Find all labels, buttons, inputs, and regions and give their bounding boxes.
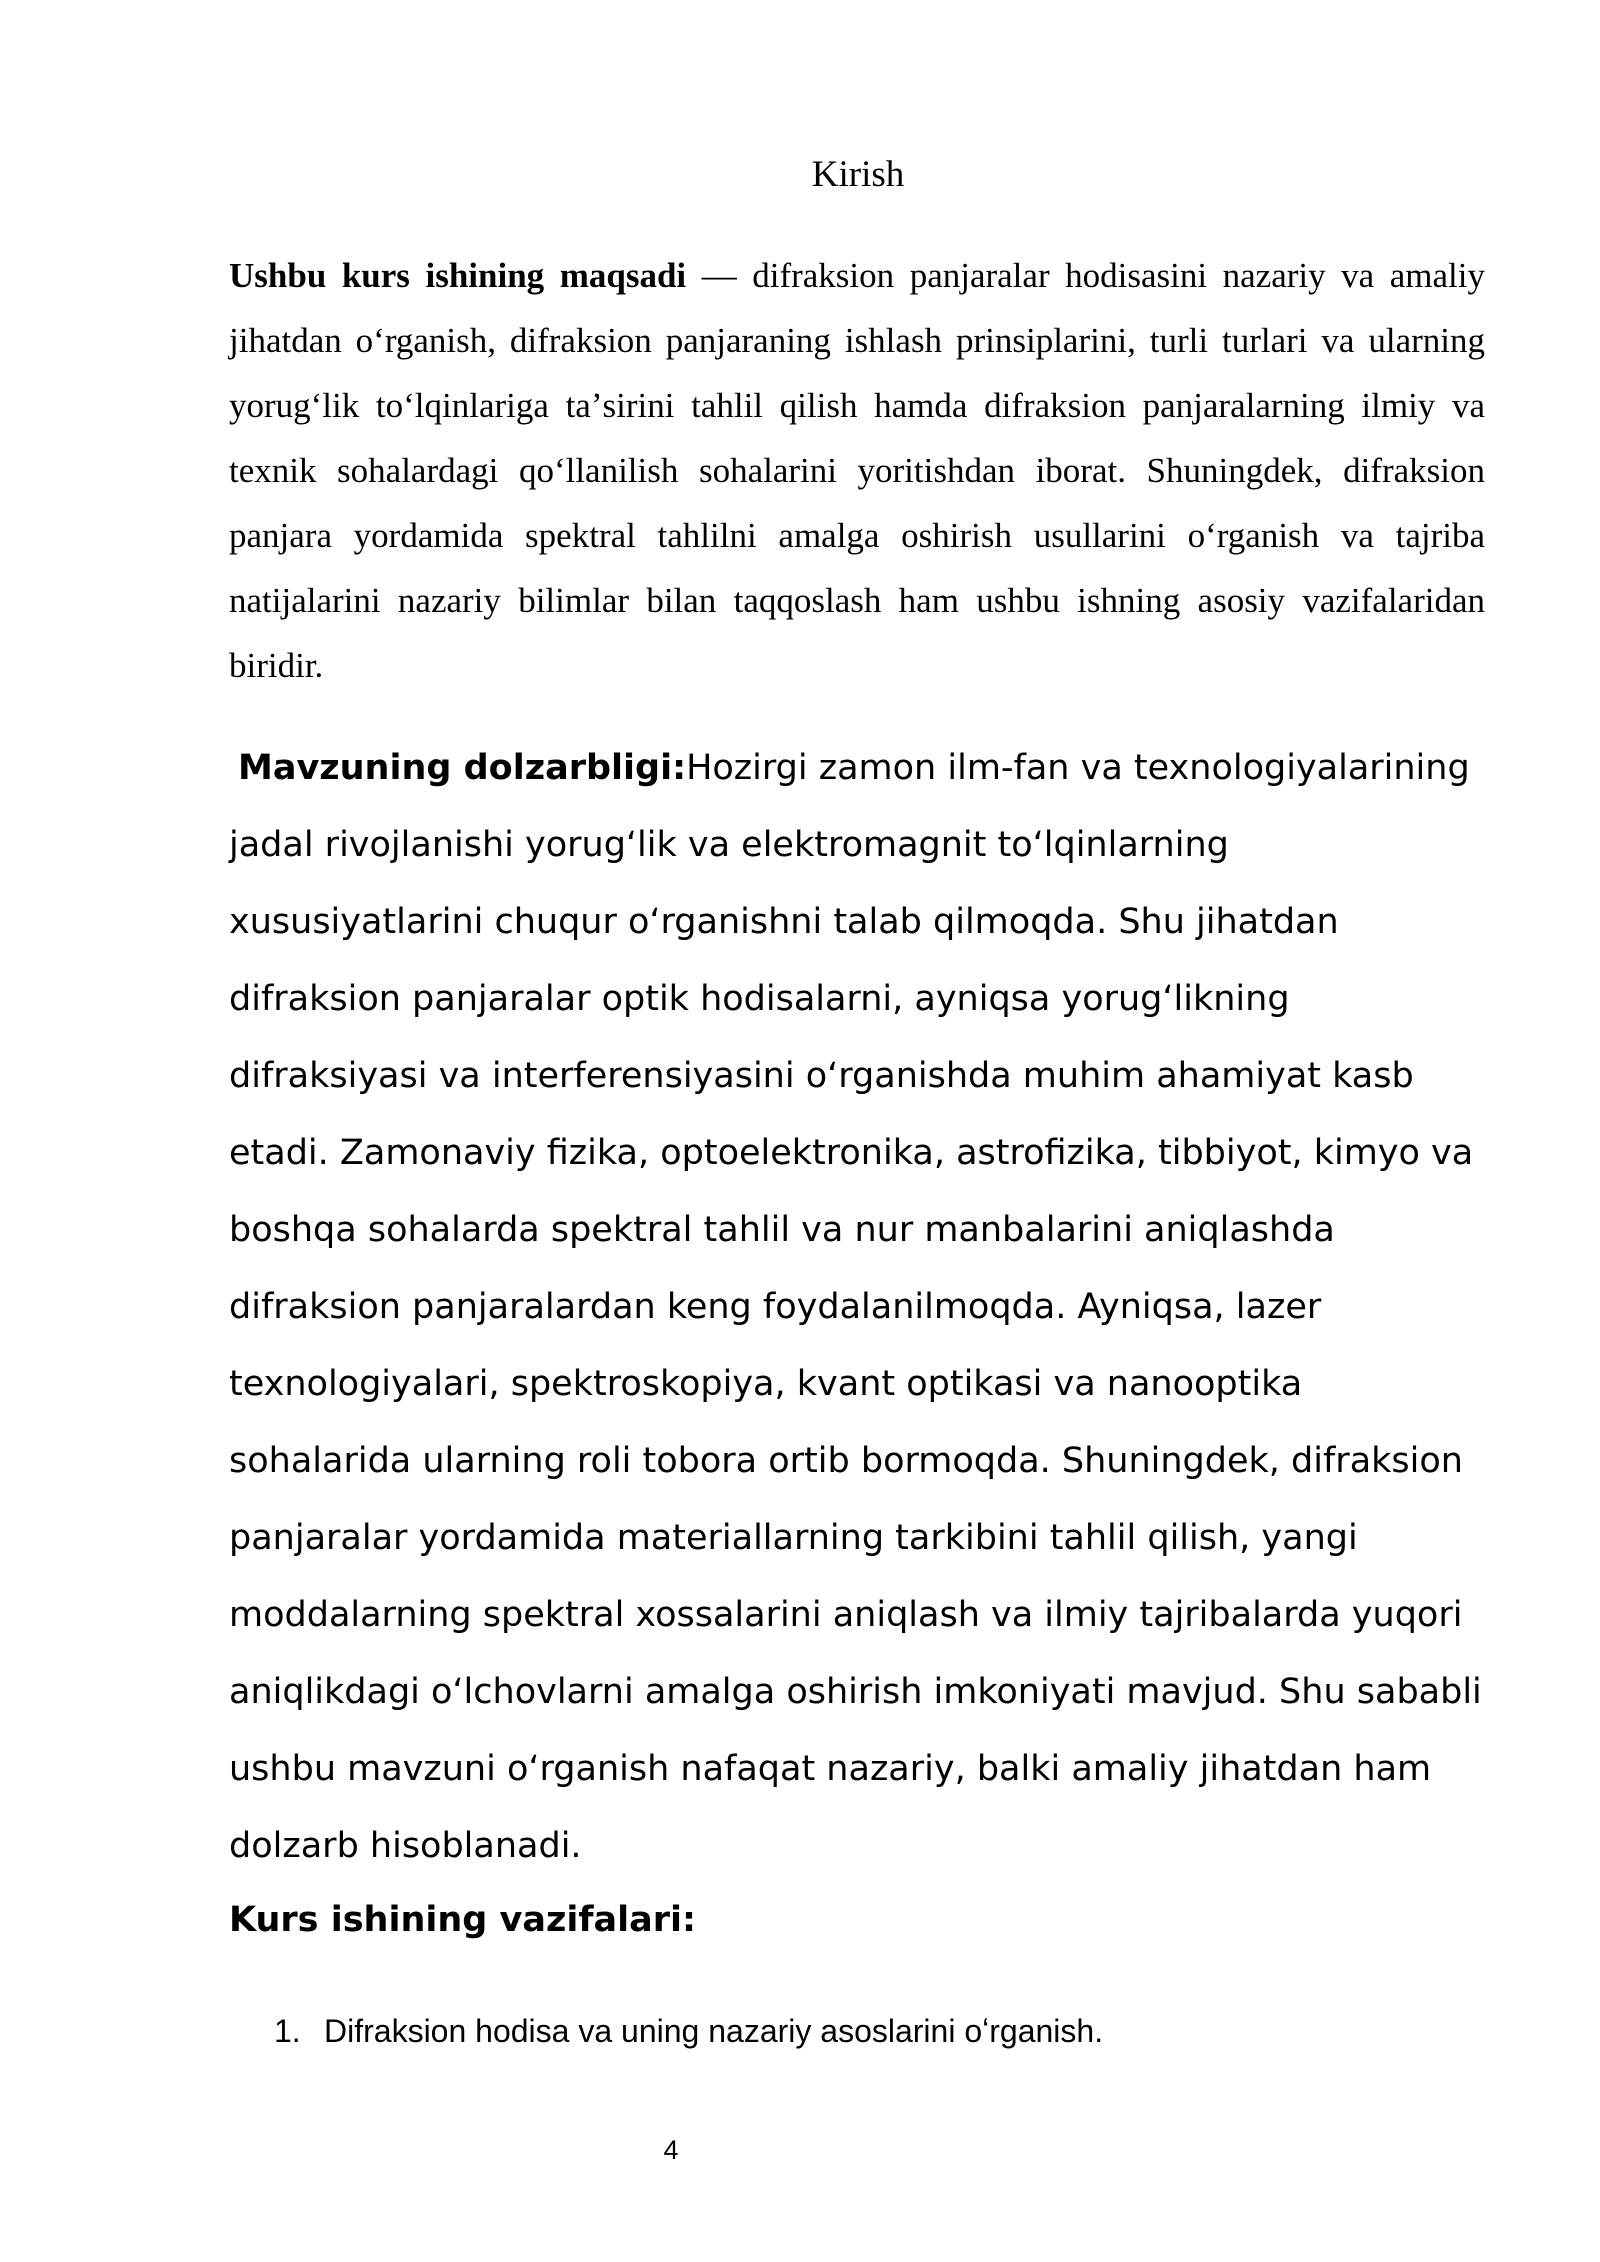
page-number: 4 <box>663 2135 679 2165</box>
page-title: Kirish <box>811 154 905 195</box>
list-item-number: 1. <box>274 2013 301 2049</box>
list-item <box>274 2003 1474 2059</box>
relevance-lead: Mavzuning dolzarbligi: <box>238 748 687 788</box>
list-item-text: Difraksion hodisa va uning nazariy asoslarini oʻrganish. <box>324 2013 1104 2049</box>
task-list <box>274 2003 1474 2059</box>
purpose-lead: Ushbu kurs ishining maqsadi <box>229 256 687 295</box>
relevance-text: Hozirgi zamon ilm-fan va texnologiyalarining jadal rivojlanishi yorugʻlik va elektromagnit toʻlqinlarning xususiyatlarini chuqur oʻrganishni talab qilmoqda. Shu jihatdan difraksion panjaralar optik hodisalarni, ayniqsa yorugʻlikning difraksiyasi va interferensiyasini oʻrganishda muhim ahamiyat kasb etadi. Zamonaviy fizika, optoelektronika, astrofizika, tibbiyot, kimyo va boshqa sohalarda spektral tahlil va nur manbalarini aniqlashda difraksion panjaralardan keng foydalanilmoqda. Ayniqsa, lazer texnologiyalari, spektroskopiya, kvant optikasi va nanooptika sohalarida ularning roli tobora ortib bormoqda. Shuningdek, difraksion panjaralar yordamida materiallarning tarkibini tahlil qilish, yangi moddalarning spektral xossalarini aniqlash va ilmiy tajribalarda yuqori aniqlikdagi oʻlchovlarni amalga oshirish imkoniyati mavjud. Shu sababli ushbu mavzuni oʻrganish nafaqat nazariy, balki amaliy jihatdan ham dolzarb hisoblanadi. <box>229 748 1482 1866</box>
purpose-text: — difraksion panjaralar hodisasini nazariy va amaliy jihatdan oʻrganish, difraksion panjaraning ishlash prinsiplarini, turli turlari va ularning yorugʻlik toʻlqinlariga taʼsirini tahlil qilish hamda difraksion panjaralarning ilmiy va texnik sohalardagi qoʻllanilish sohalarini yoritishdan iborat. Shuningdek, difraksion panjara yordamida spektral tahlilni amalga oshirish usullarini oʻrganish va tajriba natijalarini nazariy bilimlar bilan taqqoslash ham ushbu ishning asosiy vazifalaridan biridir. <box>229 256 1485 685</box>
tasks-heading: Kurs ishining vazifalari: <box>229 1900 697 1940</box>
purpose-paragraph <box>229 243 1485 698</box>
relevance-paragraph <box>229 730 1489 1885</box>
